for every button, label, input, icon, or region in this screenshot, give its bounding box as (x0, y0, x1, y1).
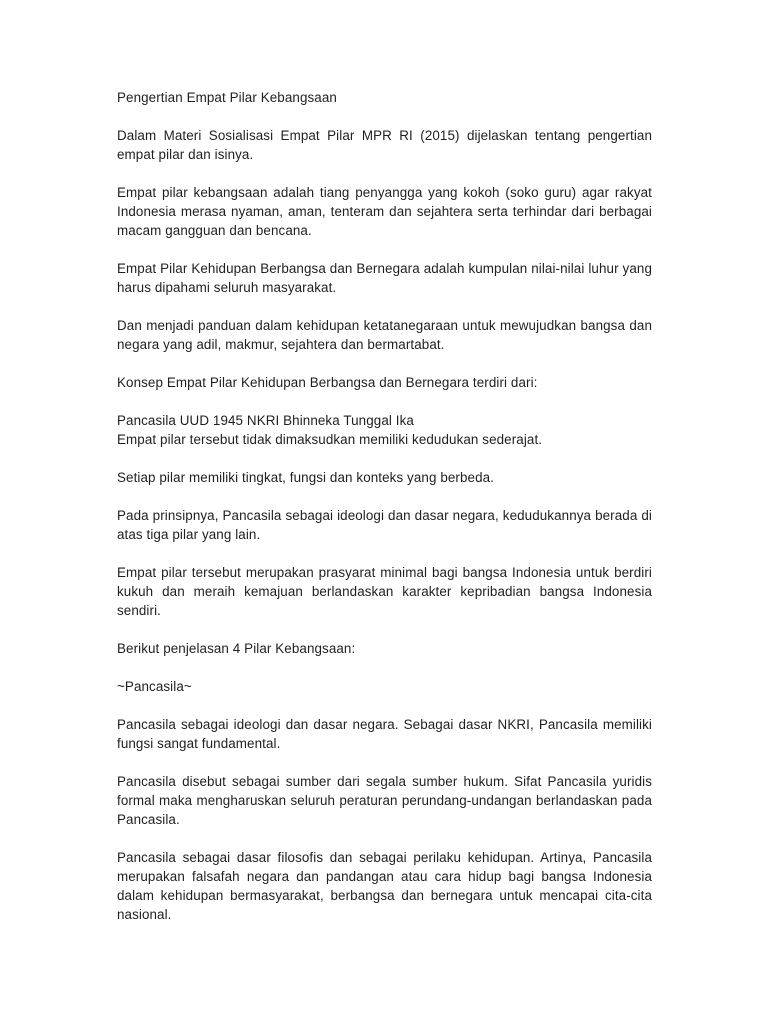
paragraph-berikut-penjelasan: Berikut penjelasan 4 Pilar Kebangsaan: (117, 641, 356, 656)
paragraph-prinsip-pancasila: Pada prinsipnya, Pancasila sebagai ideologi dan dasar negara, kedudukannya berada di atas tiga pilar yang lain. (117, 508, 652, 542)
paragraph-pancasila-filosofis: Pancasila sebagai dasar filosofis dan sebagai perilaku kehidupan. Artinya, Pancasila merupakan falsafah negara dan pandangan atau cara hidup bagi bangsa Indonesia dalam kehidupan bermasyarakat, berbangsa dan bernegara untuk mencapai cita-cita nasional. (117, 850, 652, 922)
paragraph-konsep: Konsep Empat Pilar Kehidupan Berbangsa dan Bernegara terdiri dari: (117, 375, 538, 390)
paragraph-prasyarat: Empat pilar tersebut merupakan prasyarat minimal bagi bangsa Indonesia untuk berdiri kukuh dan meraih kemajuan berlandaskan karakter kepribadian bangsa Indonesia sendiri. (117, 565, 652, 618)
paragraph-pancasila-ideologi: Pancasila sebagai ideologi dan dasar negara. Sebagai dasar NKRI, Pancasila memiliki fungsi sangat fundamental. (117, 717, 652, 751)
pillars-block (117, 411, 652, 449)
paragraph-definisi-empat-pilar: Empat pilar kebangsaan adalah tiang penyangga yang kokoh (soko guru) agar rakyat Indonesia merasa nyaman, aman, tenteram dan sejahtera serta terhindar dari berbagai macam gangguan dan bencana. (117, 185, 652, 238)
paragraph-materi-sosialisasi: Dalam Materi Sosialisasi Empat Pilar MPR RI (2015) dijelaskan tentang pengertian empat pilar dan isinya. (117, 128, 652, 162)
document-body (117, 88, 652, 924)
pillars-list-line: Pancasila UUD 1945 NKRI Bhinneka Tunggal Ika (117, 413, 414, 428)
pillars-note-line: Empat pilar tersebut tidak dimaksudkan memiliki kedudukan sederajat. (117, 432, 543, 447)
paragraph-nilai-luhur: Empat Pilar Kehidupan Berbangsa dan Bernegara adalah kumpulan nilai-nilai luhur yang harus dipahami seluruh masyarakat. (117, 261, 652, 295)
paragraph-panduan: Dan menjadi panduan dalam kehidupan ketatanegaraan untuk mewujudkan bangsa dan negara yang adil, makmur, sejahtera dan bermartabat. (117, 318, 652, 352)
section-heading-pancasila: ~Pancasila~ (117, 679, 192, 694)
document-title: Pengertian Empat Pilar Kebangsaan (117, 90, 337, 105)
paragraph-tingkat-fungsi: Setiap pilar memiliki tingkat, fungsi dan konteks yang berbeda. (117, 470, 494, 485)
paragraph-pancasila-sumber-hukum: Pancasila disebut sebagai sumber dari segala sumber hukum. Sifat Pancasila yuridis formal maka mengharuskan seluruh peraturan perundang-undangan berlandaskan pada Pancasila. (117, 774, 652, 827)
